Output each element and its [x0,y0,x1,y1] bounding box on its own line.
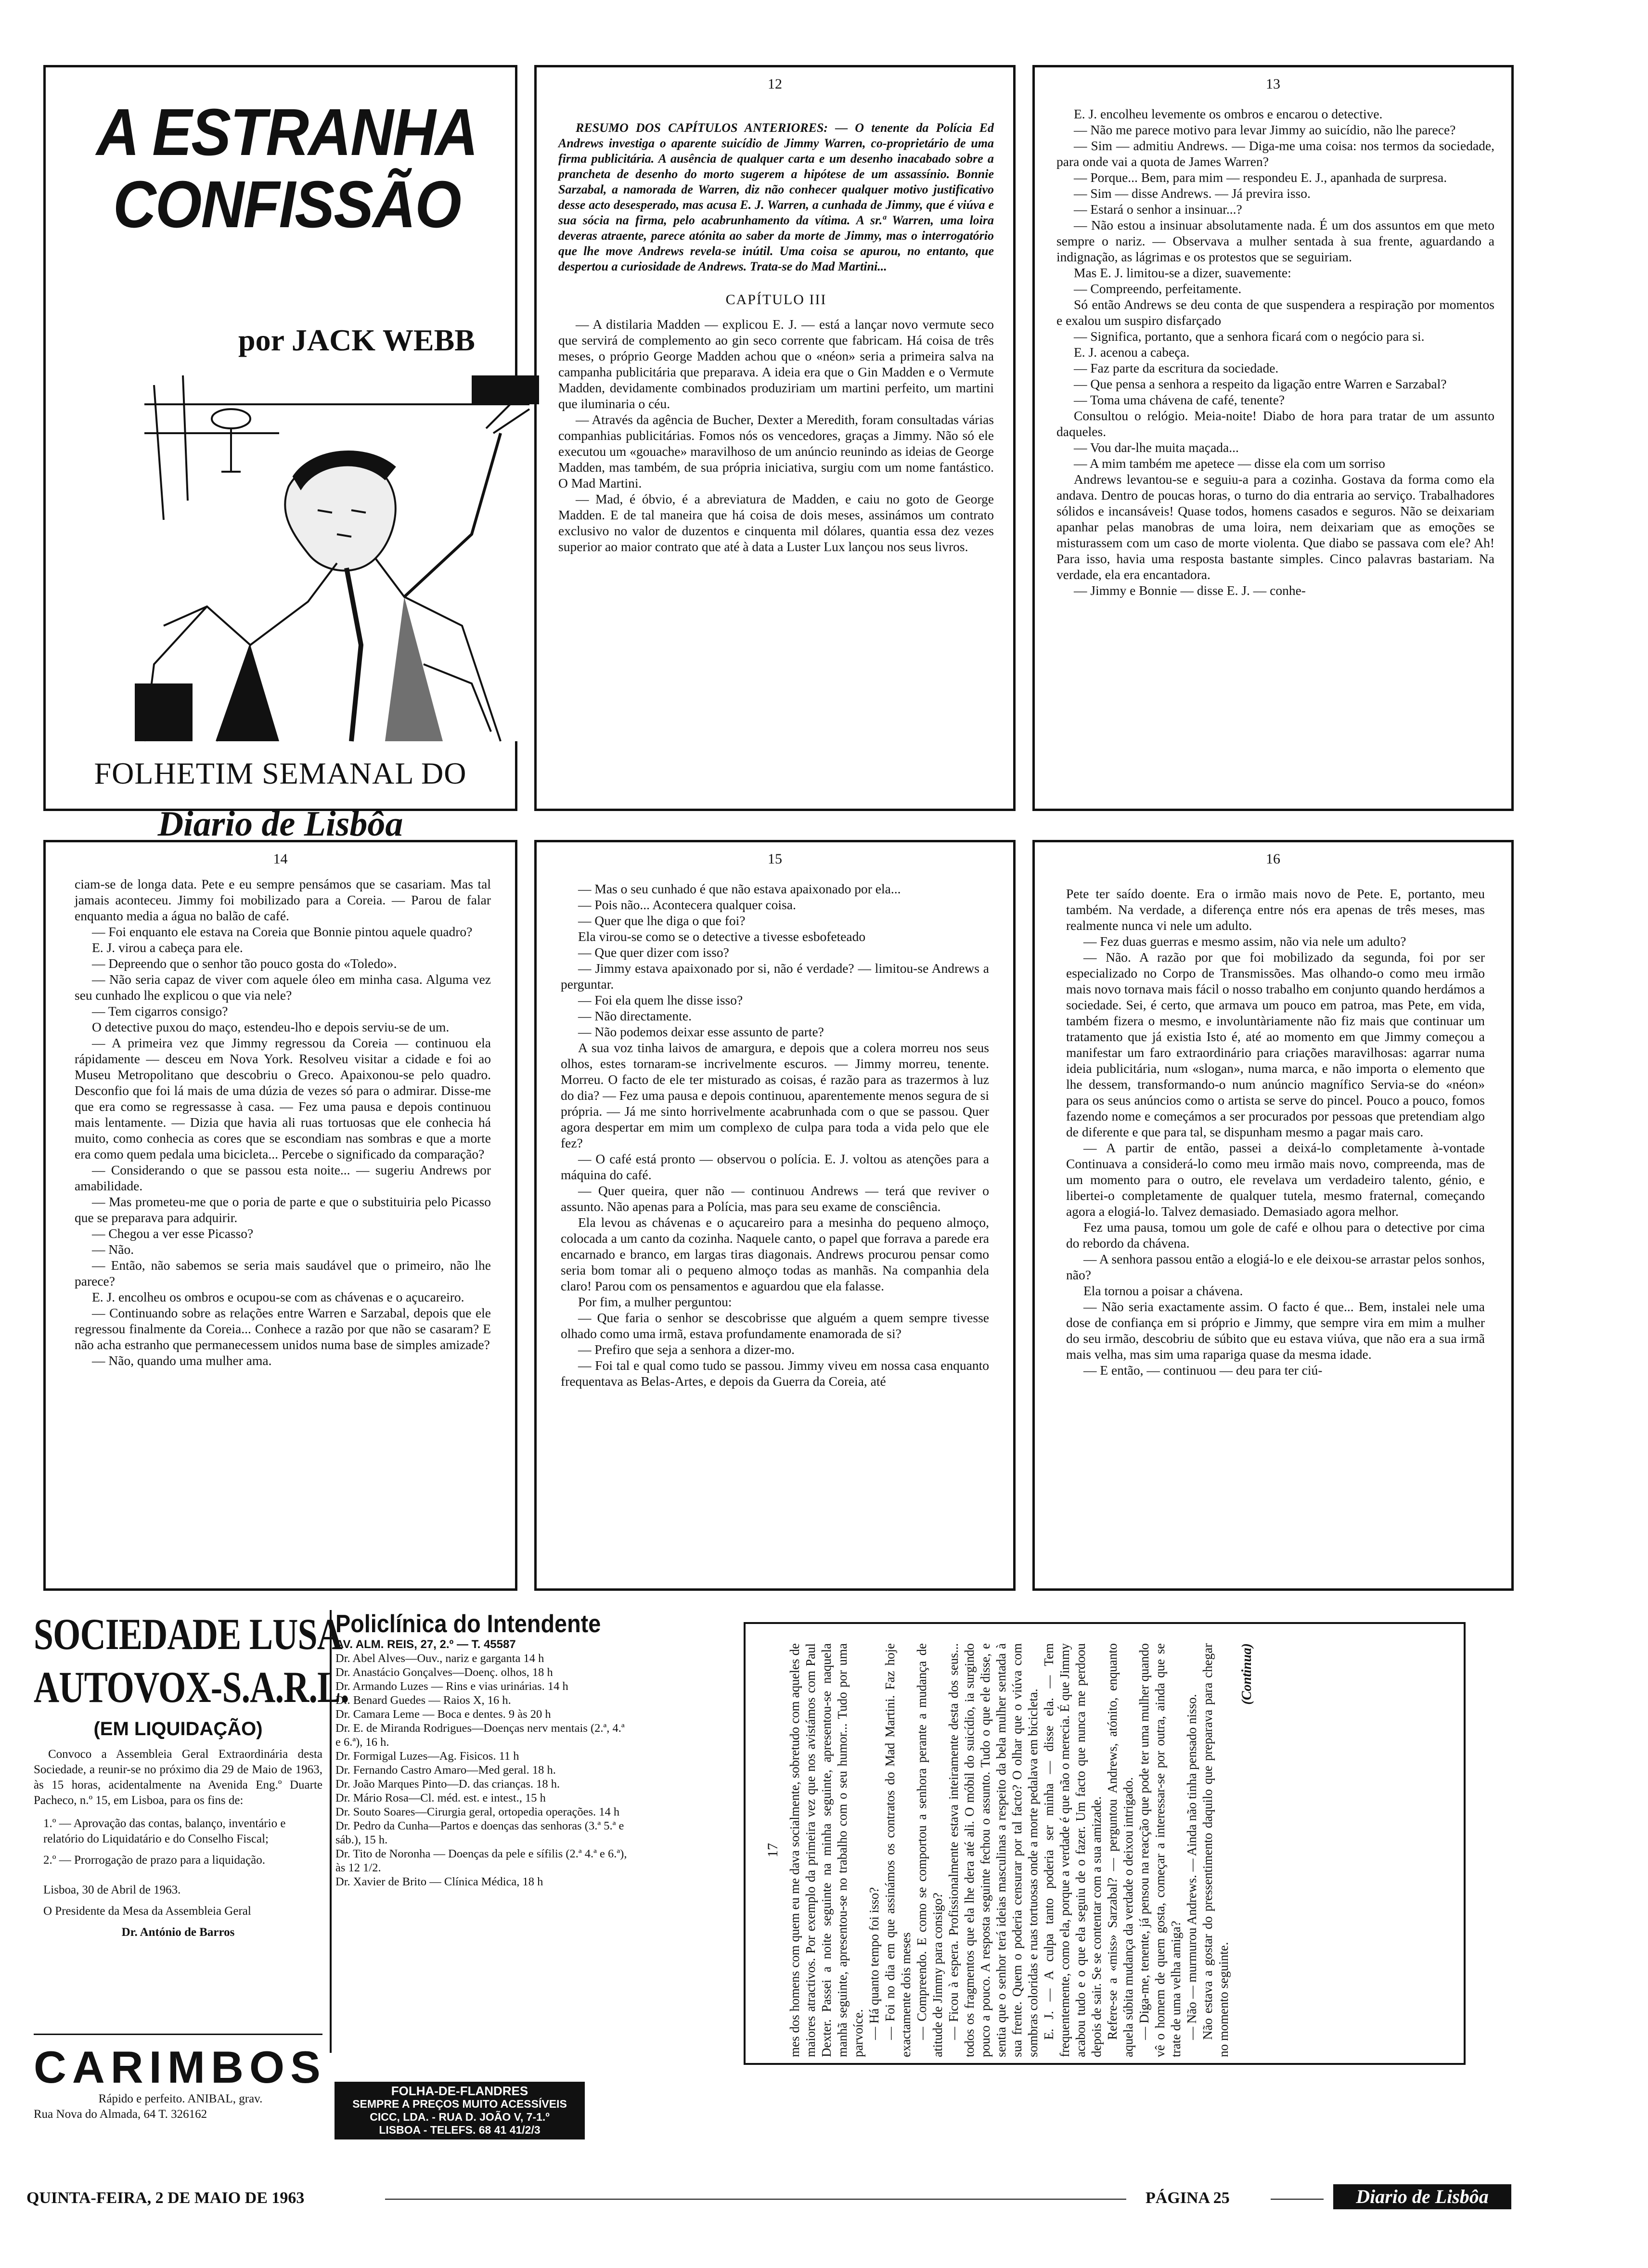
doctor-entry: Dr. Benard Guedes — Raios X, 16 h. [335,1694,511,1707]
paragraph: — Continuando sobre as relações entre Warren e Sarzabal, depois que ele regressou finalmente da Coreia... Conhece a razão por que não se casaram? E não acha estranho que permanecessem unidos numa base de simples amizade? [75,1305,491,1352]
paragraph: Ela virou-se como se o detective a tivesse esbofeteado [578,929,866,944]
newspaper-name: Diario de Lisbôa [157,804,403,844]
paragraph: — Estará o senhor a insinuar...? [1074,202,1242,217]
doctor-entry: Dr. Armando Luzes — Rins e vias urinárias. 14 h [335,1680,568,1693]
ad-subtitle: (EM LIQUIDAÇÃO) [93,1718,263,1740]
paragraph: — Então, não sabemos se seria mais saudável que o primeiro, não lhe parece? [75,1258,491,1289]
page-16-panel [1032,840,1514,1591]
paragraph: — Não me parece motivo para levar Jimmy ao suicídio, não lhe parece? [1074,122,1456,137]
divider [34,2034,322,2035]
paragraph: E. J. — A culpa tanto poderia ser minha — disse ela. — Tem frequentemente, como ela, porque a verdade é que não o merecia. É que Jimmy acabou tudo e o que ela seguiu de o fazer. Um facto que nunca me perdoou depois de sair. Se se contentar com a sua amizade. [1042,1643,1104,2057]
page-12-panel [534,65,1016,811]
paragraph: E. J. encolheu levemente os ombros e encarou o detective. [1074,106,1383,121]
paragraph: — Mad, é óbvio, é a abreviatura de Madden, e caiu no goto de George Madden. E de tal maneira que há coisa de dois meses, assinámos um contrato exclusivo no valor de duzentos e cinquenta mil dólares, quantia essa dez vezes superior ao maior contrato que até à data a Luster Lux lançou nos seus livros. [558,491,994,554]
carimbos-title: CARIMBOS [34,2042,326,2092]
ad-item: 1.º — Aprovação das contas, balanço, inventário e relatório do Liquidatário e do Conselho Fiscal; [43,1817,286,1845]
paragraph: Andrews levantou-se e seguiu-a para a cozinha. Gostava da forma como ela andava. Dentro de poucas horas, o turno do dia entraria ao serviço. Trabalhadores sólidos e incansáveis! Quase todos, homens casados e seguros. Não se deixariam apanhar pelas manobras de uma loira, nem deixariam que as emoções se misturassem com um caso de morte violenta. Que diabo se passava com ele? Ah! Para isso, havia uma resposta bastante simples. Cinco palavras bastariam. Na verdade, ela era encantadora. [1056,472,1494,582]
paragraph: — Através da agência de Bucher, Dexter a Meredith, foram consultadas várias companhias publicitárias. Fomos nós os vencedores, graças a Jimmy. Não só ele executou um «gouache» maravilhoso de um anúncio reunindo as ideias de George Madden, mas também, de sua própria iniciativa, surgiu com um nome fantástico. O Mad Martini. [558,412,994,490]
paragraph: E. J. virou a cabeça para ele. [92,940,243,955]
paragraph: — Chegou a ver esse Picasso? [92,1226,254,1241]
paragraph: — Considerando o que se passou esta noite... — sugeriu Andrews por amabilidade. [75,1162,491,1193]
footer-date: QUINTA-FEIRA, 2 DE MAIO DE 1963 [26,2189,305,2207]
paragraph: — Significa, portanto, que a senhora ficará com o negócio para si. [1074,329,1425,344]
paragraph: Ela tornou a poisar a chávena. [1083,1283,1243,1298]
story-author: por JACK WEBB [238,323,475,357]
paragraph: — Depreendo que o senhor tão pouco gosta do «Toledo». [92,956,397,971]
paragraph: Mas E. J. limitou-se a dizer, suavemente: [1074,265,1291,280]
paragraph: Só então Andrews se deu conta de que suspendera a respiração por momentos e exalou um suspiro disfarçado [1056,297,1494,328]
folha-line: LISBOA - TELEFS. 68 41 41/2/3 [379,2124,541,2136]
doctor-entry: Dr. Pedro da Cunha—Partos e doenças das senhoras (3.ª 5.ª e sáb.), 15 h. [335,1819,624,1846]
story-illustration [135,375,539,741]
paragraph: — Mas prometeu-me que o poria de parte e que o substituiria pelo Picasso que se preparava para adquirir. [75,1194,491,1225]
paragraph: — Tem cigarros consigo? [92,1004,228,1018]
doctor-entry: Dr. Abel Alves—Ouv., nariz e garganta 14 h [335,1652,544,1665]
paragraph: — Foi enquanto ele estava na Coreia que Bonnie pintou aquele quadro? [92,924,473,939]
paragraph: — Quer que lhe diga o que foi? [578,913,746,928]
paragraph: — Não seria exactamente assim. O facto é que... Bem, instalei nele uma dose de confiança em si próprio e Jimmy, que sempre vira em mim a mulher do seu irmão, descobriu de súbito que eu estava viúva, que não era a sua irmã mais velha, mas sim uma rapariga quase da mesma idade. [1066,1299,1485,1362]
paragraph: — Há quanto tempo foi isso? [867,1887,881,2040]
paragraph: — E então, — continuou — deu para ter ciú- [1083,1363,1323,1378]
paragraph: — Quer queira, quer não — continuou Andrews — terá que reviver o assunto. Não apenas para a Polícia, mas para seu exame de consciência. [561,1183,989,1214]
doctor-entry: Dr. Fernando Castro Amaro—Med geral. 18 h. [335,1764,556,1777]
paragraph: — Sim — admitiu Andrews. — Diga-me uma coisa: nos termos da sociedade, para onde vai a quota de James Warren? [1056,138,1494,169]
footer-newspaper-badge: Diario de Lisbôa [1333,2184,1511,2209]
paragraph: Consultou o relógio. Meia-noite! Diabo de hora para tratar de um assunto daqueles. [1056,408,1494,439]
paragraph: — Diga-me, tenente, já pensou na reacção que pode ter uma mulher quando vê o homem de quem gosta, começar a interessar-se por outra, ainda que se trate de uma velha amiga? [1137,1643,1183,2057]
paragraph: — A distilaria Madden — explicou E. J. — está a lançar novo vermute seco que servirá de complemento ao gin seco corrente que fabricam. Há coisa de três meses, o próprio George Madden achou que o «néon» seria a primeira salva na campanha publicitária que preparava. A ideia era que o Gin Madden e o Vermute Madden, devidamente combinados produziriam um martini perfeito, um martini que iluminaria o céu. [558,317,994,411]
ad-signature-name: Dr. António de Barros [121,1926,235,1939]
footer-page: PÁGINA 25 [1146,2189,1230,2207]
doctor-entry: Dr. Anastácio Gonçalves—Doenç. olhos, 18 h [335,1666,553,1679]
folha-line: FOLHA-DE-FLANDRES [391,2084,528,2098]
paragraph: — Não podemos deixar esse assunto de parte? [578,1024,824,1039]
ad-title: AUTOVOX-S.A.R.L. [34,1662,349,1712]
paragraph: — Que faria o senhor se descobrisse que alguém a quem sempre tivesse olhado como uma irmã, estava profundamente enamorada de si? [561,1310,989,1341]
folha-line: SEMPRE A PREÇOS MUITO ACESSÍVEIS [352,2098,567,2110]
paragraph: — A primeira vez que Jimmy regressou da Coreia — continuou ela rápidamente — desceu em Nova York. Resolveu visitar a cidade e foi ao Museu Metropolitano que descobriu o Greco. Apaixonou-se pelo quadro. Desconfio que foi lá mais de uma dúzia de vezes só para o admirar. Disse-me que era como se regressasse à casa. — Fez uma pausa e depois continuou mais lentamente. — Dizia que havia ali ruas tortuosas que ele conhecia há muito, como conhecia as cores que se escondiam nas sombras e que a morte era como quem pedala uma bicicleta... Percebe o significado da comparação? [75,1035,491,1161]
paragraph: — Toma uma chávena de café, tenente? [1074,392,1285,407]
paragraph: Pete ter saído doente. Era o irmão mais novo de Pete. E, portanto, meu também. Na verdade, a diferença entre nós era apenas de três meses, mas realmente nunca vi nele um adulto. [1066,886,1485,933]
folha-de-flandres-ad [335,2082,585,2139]
doctor-entry: Dr. Camara Leme — Boca e dentes. 9 às 20 h [335,1708,551,1721]
paragraph: O detective puxou do maço, estendeu-lho e depois serviu-se de um. [92,1019,450,1034]
paragraph: — Compreendo, perfeitamente. [1074,281,1242,296]
page-16-text [1066,886,1485,1378]
paragraph: — Jimmy e Bonnie — disse E. J. — conhe- [1074,583,1306,598]
paragraph: Não estava a gostar do pressentimento daquilo que preparava para chegar no momento seguinte. [1200,1643,1231,2057]
doctor-entry: Dr. Xavier de Brito — Clínica Médica, 18 h [335,1875,543,1888]
doctor-entry: Dr. Tito de Noronha — Doenças da pele e sífilis (2.ª 4.ª e 6.ª), às 12 1/2. [335,1847,627,1874]
chapter-heading: CAPÍTULO III [725,292,827,308]
continua-label: (Continua) [1239,1643,1254,1705]
ad-date: Lisboa, 30 de Abril de 1963. [43,1883,181,1896]
paragraph: — Mas o seu cunhado é que não estava apaixonado por ela... [578,881,901,896]
paragraph: — Não seria capaz de viver com aquele óleo em minha casa. Alguma vez seu cunhado lhe explicou o que via nele? [75,972,491,1003]
paragraph: — A senhora passou então a elogiá-lo e ele deixou-se arrastar pelos sonhos, não? [1066,1251,1485,1282]
story-header-panel [43,65,517,844]
paragraph: — Compreendo. E como se comportou a senhora perante a mudança de atitude de Jimmy para consigo? [914,1643,945,2057]
paragraph: — Não, quando uma mulher ama. [92,1353,272,1368]
paragraph: — A partir de então, passei a deixá-lo completamente à-vontade Continuava a considerá-lo como meu irmão mais novo, compreenda, mas de um momento para o outro, ele revelava um verdadeiro talento, génio, e libertei-o completamente de qualquer tutela, mesmo fraternal, começando agora a elogiá-lo. Talvez demasiado. Demasiado agora melhor. [1066,1140,1485,1219]
page-13-panel [1032,65,1514,811]
paragraph: — Não. [92,1242,134,1257]
story-title-line1: A ESTRANHA [96,95,477,169]
folha-line: CICC, LDA. - RUA D. JOÃO V, 7-1.º [370,2111,550,2123]
paragraph: — Jimmy estava apaixonado por si, não é verdade? — limitou-se Andrews a perguntar. [561,961,989,992]
policlinica-ad [330,1610,628,2053]
paragraph: A sua voz tinha laivos de amargura, e depois que a colera morreu nos seus olhos, estes tornaram-se incrivelmente escuros. — Jimmy morreu, tenente. Morreu. O facto de ele ter misturado as coisas, é razão para as trazermos à luz do dia? — Fez uma pausa e depois continuou, aparentemente menos segura de si própria. — Já me sinto horrivelmente acabrunhada com o que se passou. Quer agora despertar em mim um complexo de culpa para toda a vida pelo que ele fez? [561,1040,989,1150]
paragraph: — Foi ela quem lhe disse isso? [578,992,743,1007]
page-17-panel [744,1622,1466,2065]
paragraph: Por fim, a mulher perguntou: [578,1294,732,1309]
paragraph: Refere-se a «miss» Sarzabal? — perguntou Andrews, atónito, enquanto aquela súbita mudança da verdade o deixou intrigado. [1105,1643,1135,2057]
doctor-entry: Dr. Formigal Luzes—Ag. Fisicos. 11 h [335,1750,519,1763]
sociedade-lusa-ad [34,1608,349,2065]
paragraph: — Não — murmurou Andrews. — Ainda não tinha pensado nisso. [1184,1694,1199,2040]
carimbos-line: Rápido e perfeito. ANIBAL, grav. [98,2092,263,2105]
paragraph: mes dos homens com quem eu me dava socialmente, sobretudo com aqueles de maiores atractivos. Por exemplo da primeira vez que nos avistámos com Paul Dexter. Passei a noite seguinte na minha seguinte, apresentou-se naquela manhã seguinte, apresentou-se no trabalho com o seu humor... Tudo por uma parvoíce. [787,1643,865,2057]
page-12-text [558,120,994,554]
page-number: 14 [273,851,288,867]
carimbos-ad [34,2042,327,2121]
paragraph: — Foi no dia em que assinámos os contratos do Mad Martini. Faz hoje exactamente dois meses [883,1643,913,2057]
paragraph: — Prefiro que seja a senhora a dizer-mo. [578,1342,795,1357]
ad-intro: Convoco a Assembleia Geral Extraordinária desta Sociedade, a reunir-se no próximo dia 29 de Maio de 1963, às 15 horas, acidentalmente na Avenida Eng.º Duarte Pacheco, n.º 15, em Lisboa, para os fins de: [34,1748,322,1807]
ad-item: 2.º — Prorrogação de prazo para a liquidação. [43,1854,266,1867]
paragraph: — Não directamente. [578,1008,692,1023]
paragraph: — Foi tal e qual como tudo se passou. Jimmy viveu em nossa casa enquanto frequentava as Belas-Artes, e depois da Guerra da Coreia, até [561,1358,989,1389]
paragraph: — Não. A razão por que foi mobilizado da segunda, foi por ser especializado no Corpo de Transmissões. Mas olhando-o como meu irmão mais novo tornava mais fácil o nosso trabalho em conjunto quando herdámos a sociedade. Sei, é certo, que armava um pouco em patroa, mas Pete, em vida, também fizera o mesmo, e involuntàriamente não fiz mais que continuar um tratamento que já existia Isto é, até ao momento em que Jimmy começou a manifestar um faro extraordinário para criações maravilhosas: agarrar numa ideia publicitária, num «slogan», numa marca, e não importa o elemento que lhe dessem, transformando-o num anúncio magnífico Servia-se do «néon» para os seus anúncios como o artista se serve do pincel. Pouco a pouco, fomos fazendo nome e começámos a ser procurados por pessoas que pretendiam algo de diferente e que para tal, se dispunham mesmo a pagar mais caro. [1066,950,1485,1139]
paragraph: — Vou dar-lhe muita maçada... [1074,440,1239,455]
carimbos-line: Rua Nova do Almada, 64 T. 326162 [34,2108,207,2121]
paragraph: — Que pensa a senhora a respeito da ligação entre Warren e Sarzabal? [1074,376,1447,391]
story-title-line2: CONFISSÃO [113,168,461,242]
page-14-text [75,876,491,1368]
paragraph: — Fez duas guerras e mesmo assim, não via nele um adulto? [1083,934,1406,949]
paragraph: — Sim — disse Andrews. — Já previra isso. [1074,186,1311,201]
folhetim-label: FOLHETIM SEMANAL DO [94,756,467,790]
page-13-text [1056,106,1494,598]
page-15-text [561,881,989,1389]
ad-signature-role: O Presidente da Mesa da Assembleia Geral [43,1905,251,1918]
ad-title: SOCIEDADE LUSA [34,1610,343,1659]
paragraph: — O café está pronto — observou o polícia. E. J. voltou as atenções para a máquina do café. [561,1151,989,1182]
page-number: 13 [1266,76,1280,92]
paragraph: — A mim também me apetece — disse ela com um sorriso [1074,456,1385,471]
footer-rule [385,2199,1126,2200]
paragraph: E. J. acenou a cabeça. [1074,345,1190,360]
doctor-entry: Dr. Souto Soares—Cirurgia geral, ortopedia operações. 14 h [335,1805,620,1818]
resumo: RESUMO DOS CAPÍTULOS ANTERIORES: — O tenente da Polícia Ed Andrews investiga o aparente suicídio de Jimmy Warren, co-proprietário de uma firma publicitária. A ausência de qualquer carta e um desenho inacabado sobre a prancheta de desenho do morto sugerem a hipótese de um assassínio. Bonnie Sarzabal, a namorada de Warren, diz não conhecer qualquer motivo justificativo desse acto desesperado, mas acusa E. J. Warren, a cunhada de Jimmy, que é viúva e sua sócia na firma, pelo acabrunhamento da vítima. A sr.ª Warren, uma loira deveras atraente, parece atónita ao saber da morte de Jimmy, mas o interrogatório que lhe move Andrews revela-se inútil. Uma coisa se apurou, no entanto, que despertou a curiosidade de Andrews. Trata-se do Mad Martini... [558,121,994,273]
page-number: 16 [1266,851,1280,867]
paragraph: — Faz parte da escritura da sociedade. [1074,361,1279,375]
paragraph: Fez uma pausa, tomou um gole de café e olhou para o detective por cima do rebordo da chávena. [1066,1220,1485,1250]
page-number: 12 [768,76,782,92]
paragraph: Ela levou as chávenas e o açucareiro para a mesinha do pequeno almoço, colocada a um canto da cozinha. Naquele canto, o papel que forrava a parede era encarnado e branco, em largas tiras diagonais. Andrews procurou pensar como seria bom tomar ali o pequeno almoço todas as manhãs. Na companhia dela claro! Parou com os pensamentos e aguardou que ela falasse. [561,1215,989,1293]
policlinica-title: Policlínica do Intendente [335,1610,601,1638]
page-number: 15 [768,851,782,867]
paragraph: ciam-se de longa data. Pete e eu sempre pensámos que se casariam. Mas tal jamais aconteceu. Jimmy foi mobilizado para a Coreia. — Parou de falar enquanto media a água no balão de café. [75,876,491,923]
page-number: 17 [765,1843,781,1857]
doctor-entry: Dr. Mário Rosa—Cl. méd. est. e intest., 15 h [335,1791,546,1804]
page-17-rotated [765,1643,1458,2057]
page-15-panel [534,840,1016,1591]
page-14-panel [43,840,517,1591]
page-17-text [787,1643,1232,2057]
paragraph: — Porque... Bem, para mim — respondeu E. J., apanhada de surpresa. [1074,170,1447,185]
paragraph: — Que quer dizer com isso? [578,945,729,960]
paragraph: E. J. encolheu os ombros e ocupou-se com as chávenas e o açucareiro. [92,1289,464,1304]
doctor-entry: Dr. E. de Miranda Rodrigues—Doenças nerv mentais (2.ª, 4.ª e 6.ª), 16 h. [335,1722,625,1749]
paragraph: — Pois não... Acontecera qualquer coisa. [578,897,796,912]
paragraph: — Não estou a insinuar absolutamente nada. É um dos assuntos em que meto sempre o nariz. — Observava a mulher sentada à sua frente, aguardando a indignação, as lágrimas e os protestos que se seguiriam. [1056,218,1494,264]
footer-rule [1271,2199,1324,2200]
doctor-entry: Dr. João Marques Pinto—D. das crianças. 18 h. [335,1778,560,1791]
policlinica-address: AV. ALM. REIS, 27, 2.º — T. 45587 [335,1638,516,1651]
paragraph: — Ficou à espera. Profissionalmente estava inteiramente desta dos seus... todos os fragmentos que ela lhe dera até ali. O móbil do suicídio, ia surgindo pouco a pouco. A resposta seguinte fechou o assunto. Tudo o que ele disse, e sentia que o senhor terá ideias masculinas a respeito da bela mulher sentada à sua frente. Quem o poderia censurar por tal facto? O olhar que o viúva com sombras coloridas e ruas tortuosas onde a morte pedalava em bicicleta. [946,1643,1040,2057]
